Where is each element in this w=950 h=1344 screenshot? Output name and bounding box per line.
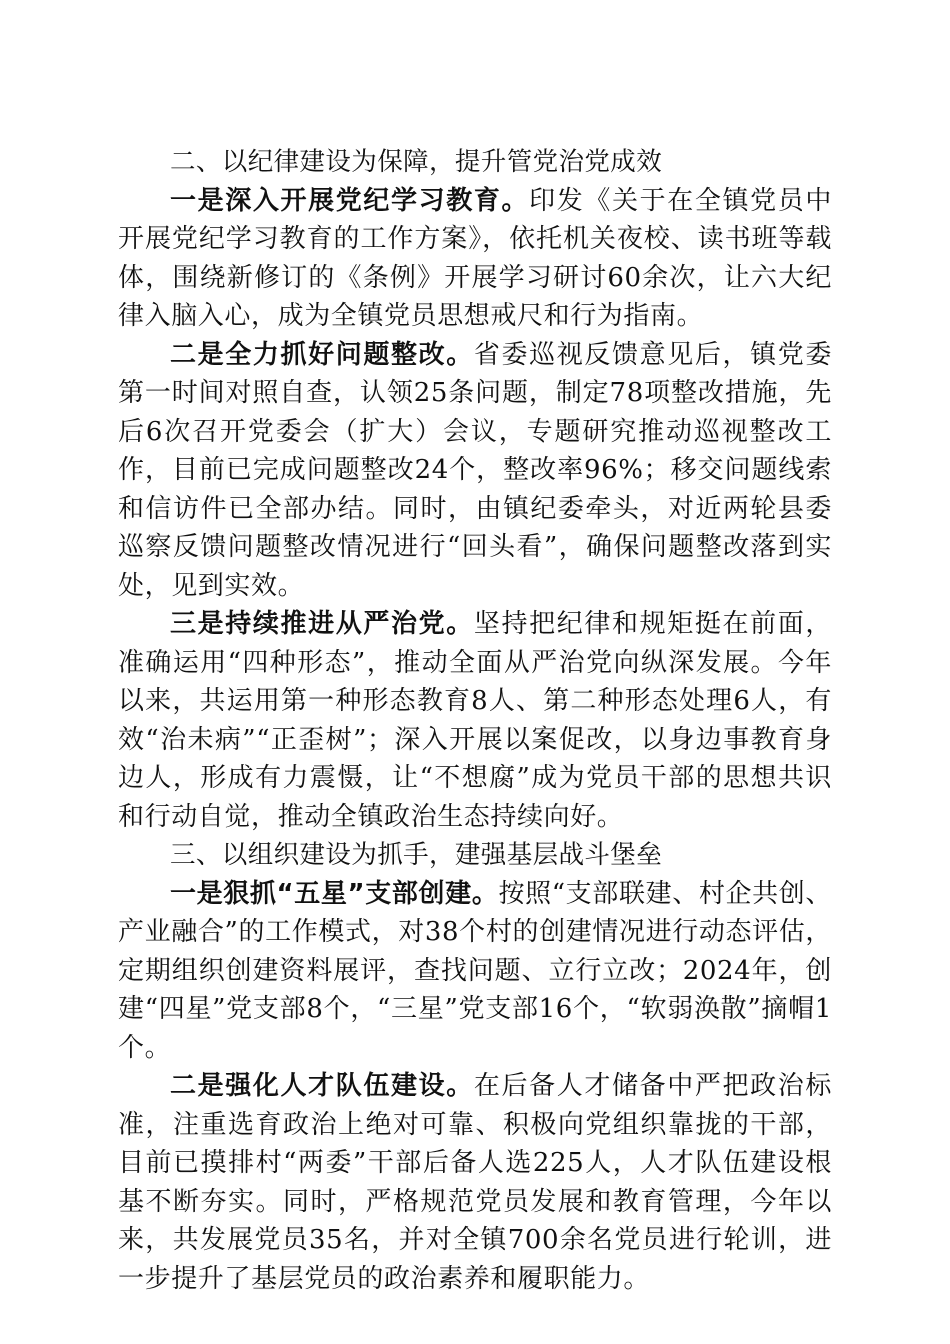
paragraph-lead: 一是深入开展党纪学习教育。: [170, 185, 530, 216]
paragraph-five-star-branch: [118, 875, 832, 1068]
paragraph-strict-governance: [118, 605, 832, 836]
paragraph-body: 在后备人才储备中严把政治标准，注重选育政治上绝对可靠、积极向党组织靠拢的干部，目前已摸排村“两委”干部后备人选225人，人才队伍建设根基不断夯实。同时，严格规范党员发展和教育管理，今年以来，共发展党员35名，并对全镇700余名党员进行轮训，进一步提升了基层党员的政治素养和履职能力。: [118, 1071, 832, 1294]
section-heading-3: 三、以组织建设为抓手，建强基层战斗堡垒: [170, 840, 663, 870]
paragraph-body: 按照“支部联建、村企共创、产业融合”的工作模式，对38个村的创建情况进行动态评估，定期组织创建资料展评，查找问题、立行立改；2024年，创建“四星”党支部8个，“三星”党支部16个，“软弱涣散”摘帽1个。: [118, 878, 833, 1063]
paragraph-lead: 二是强化人才队伍建设。: [170, 1071, 474, 1101]
paragraph-lead: 三是持续推进从严治党。: [170, 609, 474, 639]
paragraph-body: 省委巡视反馈意见后，镇党委第一时间对照自查，认领25条问题，制定78项整改措施，先后6次召开党委会（扩大）会议，专题研究推动巡视整改工作，目前已完成问题整改24个，整改率96%；移交问题线索和信访件已全部办结。同时，由镇纪委牵头，对近两轮县委巡察反馈问题整改情况进行“回头看”，确保问题整改落到实处，见到实效。: [118, 339, 832, 601]
section-heading-2: 二、以纪律建设为保障，提升管党治党成效: [170, 147, 663, 177]
paragraph-talent-team: [118, 1067, 832, 1298]
paragraph-body: 坚持把纪律和规矩挺在前面，准确运用“四种形态”，推动全面从严治党向纵深发展。今年以来，共运用第一种形态教育8人、第二种形态处理6人，有效“治未病”“正歪树”；深入开展以案促改，以身边事教育身边人，形成有力震慑，让“不想腐”成为党员干部的思想共识和行动自觉，推动全镇政治生态持续向好。: [118, 609, 832, 832]
paragraph-party-discipline-education: [118, 182, 832, 336]
paragraph-lead: 一是狠抓“五星”支部创建。: [170, 878, 499, 909]
paragraph-problem-rectification: [118, 336, 832, 606]
paragraph-body: 印发《关于在全镇党员中开展党纪学习教育的工作方案》，依托机关夜校、读书班等载体，围绕新修订的《条例》开展学习研讨60余次，让六大纪律入脑入心，成为全镇党员思想戒尺和行为指南。: [118, 185, 832, 331]
document-page: [118, 143, 832, 1298]
paragraph-lead: 二是全力抓好问题整改。: [170, 339, 474, 370]
